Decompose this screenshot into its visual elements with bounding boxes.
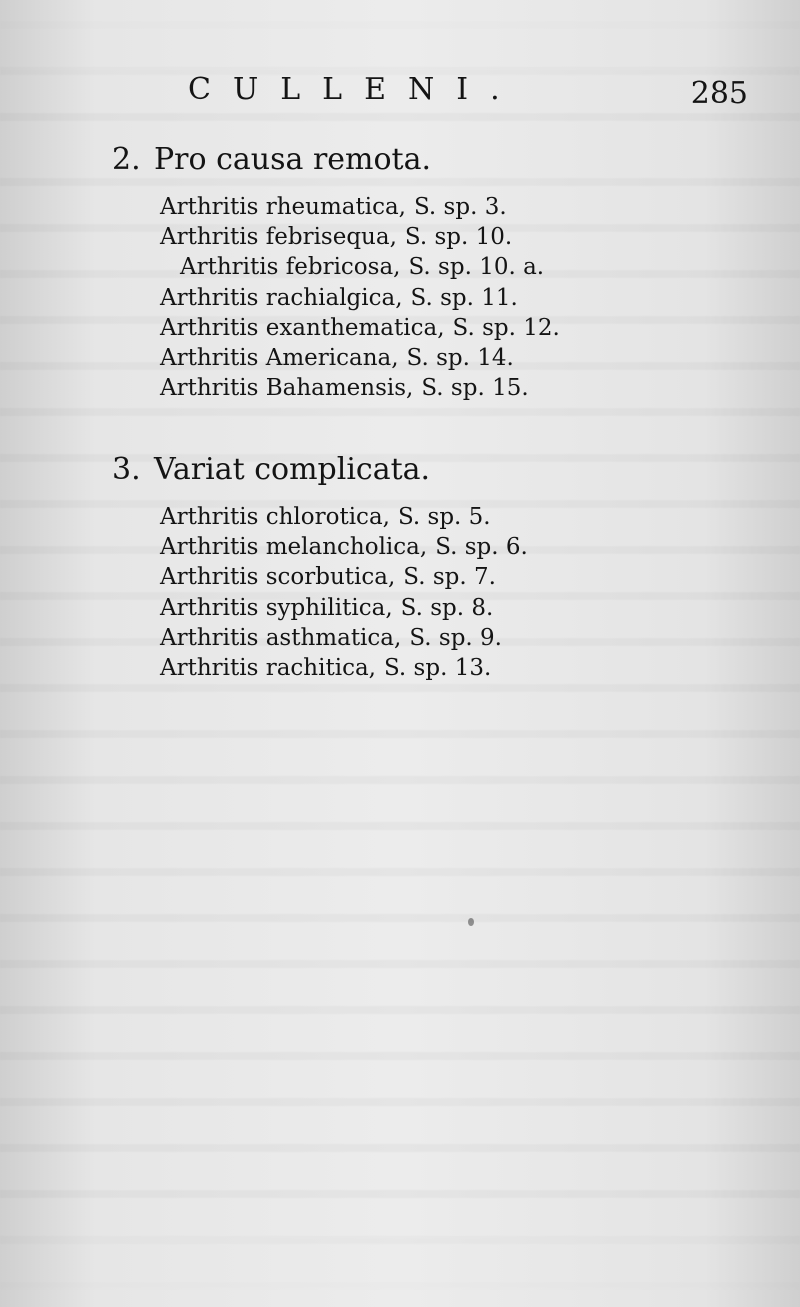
entry-name: Arthritis exanthematica, — [160, 314, 445, 341]
running-head: CULLENI. — [188, 72, 522, 107]
entry-ref: S. sp. 10. — [404, 224, 513, 251]
list-item — [160, 373, 732, 403]
entry-name: Arthritis Americana, — [160, 344, 399, 371]
list-item — [160, 192, 732, 222]
ink-spot — [468, 918, 474, 926]
list-item — [160, 593, 732, 623]
page-header — [188, 72, 748, 112]
entry-name: Arthritis febrisequa, — [160, 224, 397, 251]
list-item — [160, 502, 732, 532]
entry-name: Arthritis syphilitica, — [160, 594, 393, 621]
section-heading — [112, 450, 732, 490]
section-title: Variat complicata. — [154, 452, 431, 487]
entry-ref: S. sp. 15. — [421, 375, 529, 402]
section-2 — [112, 140, 732, 403]
list-item — [160, 343, 732, 373]
entry-ref: S. sp. 13. — [383, 654, 492, 681]
entry-name: Arthritis chlorotica, — [160, 504, 390, 530]
entry-name: Arthritis rachialgica, — [160, 284, 403, 311]
entry-name: Arthritis rheumatica, — [160, 194, 406, 220]
entry-list — [160, 192, 732, 403]
entry-list — [160, 502, 732, 683]
entry-ref: S. sp. 7. — [403, 564, 496, 591]
entry-name: Arthritis febricosa, — [180, 254, 401, 281]
entry-ref: S. sp. 3. — [413, 194, 507, 220]
section-heading — [112, 140, 732, 180]
section-3 — [112, 450, 732, 683]
entry-ref: S. sp. 6. — [435, 534, 528, 561]
entry-ref: S. sp. 5. — [397, 504, 491, 530]
entry-ref: S. sp. 12. — [452, 314, 560, 341]
list-item — [160, 252, 732, 282]
entry-name: Arthritis scorbutica, — [160, 564, 396, 591]
entry-ref: S. sp. 9. — [409, 624, 502, 651]
entry-name: Arthritis asthmatica, — [160, 624, 402, 651]
list-item — [160, 283, 732, 313]
list-item — [160, 653, 732, 683]
entry-name: Arthritis melancholica, — [160, 534, 428, 561]
list-item — [160, 313, 732, 343]
entry-ref: S. sp. 8. — [400, 594, 494, 621]
entry-name: Arthritis rachitica, — [160, 654, 376, 681]
section-number: 2. — [112, 142, 141, 177]
list-item — [160, 532, 732, 562]
page-number: 285 — [690, 76, 748, 111]
list-item — [160, 222, 732, 252]
section-title: Pro causa remota. — [154, 142, 432, 177]
list-item — [160, 562, 732, 592]
entry-ref: S. sp. 11. — [410, 284, 518, 311]
entry-ref: S. sp. 14. — [406, 344, 514, 371]
section-number: 3. — [112, 452, 141, 487]
list-item — [160, 623, 732, 653]
entry-ref: S. sp. 10. a. — [408, 254, 545, 281]
entry-name: Arthritis Bahamensis, — [160, 375, 414, 402]
